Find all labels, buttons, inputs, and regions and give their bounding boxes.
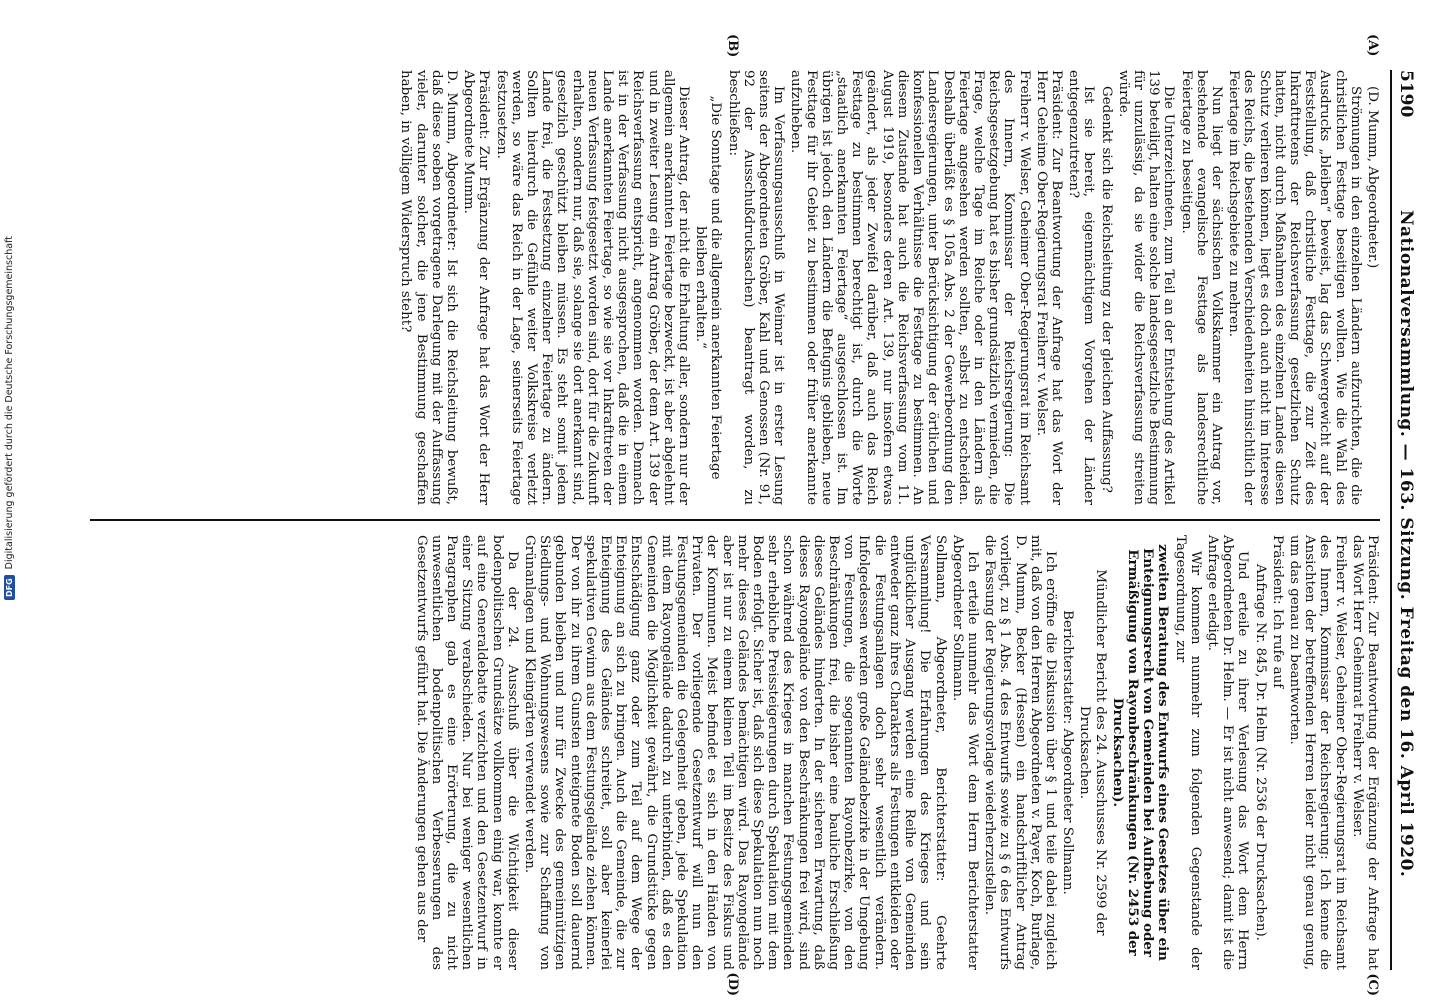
- margin-marker-a: (A): [1365, 34, 1380, 57]
- page-title: Nationalversammlung. — 163. Sitzung. Freitag den 16. April 1920.: [1396, 210, 1416, 878]
- paragraph: Ich erteile nunmehr das Wort dem Herrn Berichterstatter Abgeordneter Sollmann.: [949, 535, 980, 970]
- paragraph: Präsident: Zur Ergänzung der Anfrage hat das Wort der Herr Abgeordnete Mumm.: [461, 70, 492, 505]
- paragraph: Im Verfassungsausschuß in Weimar ist in erster Lesung seitens der Abgeordneten Gröber, Kahl und Genossen (Nr. 91, 92 der Ausschußdrucksachen) beantragt worden, zu beschließen:: [725, 70, 787, 505]
- margin-marker-d: (D): [725, 972, 740, 996]
- page-number: 5190: [1396, 70, 1416, 118]
- paragraph: Anfrage Nr. 845, Dr. Helm (Nr. 2536 der Drucksachen).: [1252, 564, 1268, 941]
- text-columns: [90, 34, 1380, 996]
- scanned-page: [54, 0, 1434, 1000]
- paragraph: Freiherr v. Welser, Geheimer Ober-Regierungsrat im Reichsamt des Innern, Kommissar der Reichsregierung: Die Reichsgesetzgebung hat es bisher grundsätzlich vermieden, die Frage, welche Tage im Reiche oder in den Ländern als Feiertage angesehen werden sollten, selbst zu entscheiden. Deshalb überläßt es § 105a Abs. 2 der Gewerbeordnung den Landesregierungen, unter Berücksichtigung der örtlichen und konfessionellen Verhältnisse die Festtage zu bestimmen. An diesem Zustande hat auch die Reichsverfassung vom 11. August 1919, besonders deren Art. 139, nur insofern etwas geändert, als jeder Zweifel darüber, daß auch das Reich Festtage zu bestimmen berechtigt ist, durch die Worte „staatlich anerkannten Feiertage“ ausgeschlossen ist. Im übrigen ist jedoch den Ländern die Befugnis geblieben, neue Festtage für ihr Gebiet zu bestimmen oder früher anerkannte aufzuheben.: [788, 70, 1032, 505]
- digitization-credit: Digitalisierung gefördert durch die Deutsche Forschungsgemeinschaft: [4, 236, 15, 570]
- paragraph: Da der 24. Ausschuß über die Wichtigkeit dieser bodenpolitischen Grundsätze vollkommen einig war, konnte er auf eine Generaldebatte verzichten und den Gesetzentwurf in einer Sitzung verabschieden. Nur bei weniger wesentlichen Paragraphen gab es eine Erörterung, die zu nicht unwesentlichen bodenpolitischen Verbesserungen des Gesetzentwurfs geführt hat. Die Änderungen gehen aus der: [413, 535, 520, 970]
- paragraph: Wir kommen nunmehr zum folgenden Gegenstande der Tagesordnung, zur: [1172, 535, 1203, 970]
- page-header: [1390, 70, 1416, 970]
- paragraph: Mündlicher Bericht des 24. Ausschusses Nr. 2599 der Drucksachen.: [1077, 569, 1108, 936]
- paragraph: Berichterstatter: Abgeordneter Sollmann.: [1060, 610, 1076, 895]
- paragraph: Strömungen in den einzelnen Ländern aufzurichten, die die christlichen Festtage beseitigen wollten. Wie die Wahl des Ausdrucks „bleiben“ beweist, lag das Schwergewicht auf der Feststellung, daß christliche Festtage, die zur Zeit des Inkrafttretens der Reichsverfassung gesetzlichen Schutz hatten, nicht durch Maßnahmen des einzelnen Landes diesen Schutz verlieren können, liegt es doch auch nicht im Interesse des Reichs, die bestehenden Verschiedenheiten hinsichtlich der Feiertage im Reichsgebiete zu mehren.: [1226, 70, 1363, 505]
- paragraph: Ich eröffne die Diskussion über § 1 und teile dabei zugleich mit, daß von den Herren Abgeordneten v. Payer, Koch, Burlage, D. Mumm, Becker (Hessen) ein handschriftlicher Antrag vorliegt, zu § 1 Abs. 4 des Entwurfs sowie zu § 6 des Entwurfs die Fassung der Regierungsvorlage wiederherzustellen.: [982, 535, 1058, 970]
- paragraph: Freiherr v. Welser, Geheimer Ober-Regierungsrat im Reichsamt des Innern, Kommissar der Reichsregierung: Ich kenne die Ansichten der betreffenden Herren leider nicht genau genug, um das genau zu beantworten.: [1286, 535, 1348, 970]
- margin-marker-c: (C): [1365, 973, 1380, 996]
- paragraph: Gedenkt sich die Reichsleitung zu der gleichen Auffassung?: [1098, 86, 1114, 493]
- paragraph: „Die Sonntage und die allgemein anerkannten Feiertage bleiben erhalten.“: [693, 95, 724, 480]
- paragraph: D. Mumm, Abgeordneter: Ist sich die Reichsleitung bewußt, daß diese soeben vorgetragene Darlegung mit der Auffassung vieler, darunter solcher, die jene Bestimmung geschaffen haben, in völligem Widerspruch steht?: [398, 70, 460, 505]
- left-column: [90, 34, 1380, 505]
- paragraph: Dieser Antrag, der nicht die Erhaltung aller, sondern nur der allgemein anerkannten Feiertage bezweckt, ist aber abgelehnt und in zweiter Lesung ein Antrag Gröber, der dem Art. 139 der Reichsverfassung entspricht, angenommen worden. Demnach ist in der Verfassung nicht ausgesprochen, daß die in einem Lande anerkannten Feiertage, so wie sie vor Inkrafttreten der neuen Verfassung festgesetzt worden sind, dort für die Zukunft erhalten, sondern nur, daß sie, solange sie dort anerkannt sind, gesetzlich geschützt bleiben müssen. Es steht somit jedem Lande frei, die Festsetzung einzelner Feiertage zu ändern. Sollten hierdurch die Gefühle weiter Volkskreise verletzt werden, so wäre das Reich in der Lage, seinerseits Feiertage festzusetzen.: [493, 70, 692, 505]
- margin-marker-b: (B): [725, 34, 740, 58]
- paragraph: Und erteile zu ihrer Verlesung das Wort dem Herrn Abgeordneten Dr. Helm. — Er ist nicht anwesend; damit ist die Anfrage erledigt.: [1204, 535, 1251, 970]
- paragraph: Die Unterzeichneten, zum Teil an der Entstehung des Artikel 139 beteiligt, halten eine solche landesgesetzliche Bestimmung für unzulässig, da sie wider die Reichsverfassung streiten würde.: [1115, 70, 1177, 505]
- paragraph: (D. Mumm, Abgeordneter.): [1365, 86, 1380, 269]
- paragraph: Präsident: Zur Beantwortung der Ergänzung der Anfrage hat das Wort Herr Geheimrat Freiherr v. Welser.: [1349, 535, 1380, 970]
- paragraph: Ist sie bereit, eigenmächtigem Vorgehen der Länder entgegenzutreten?: [1066, 70, 1097, 505]
- right-column: [90, 519, 1380, 996]
- paragraph: zweiten Beratung des Entwurfs eines Gesetzes über ein Enteignungsrecht von Gemeinden bei Aufhebung oder Ermäßigung von Rayonbeschränkungen (Nr. 2453 der Drucksachen).: [1109, 544, 1172, 961]
- digitization-footer: [4, 220, 15, 600]
- paragraph: Nun liegt der sächsischen Volkskammer ein Antrag vor, bestehende evangelische Festtage als landesrechtliche Feiertage zu beseitigen.: [1178, 70, 1224, 505]
- paragraph: Präsident: Zur Beantwortung der Anfrage hat das Wort der Herr Geheime Ober-Regierungsrat Freiherr v. Welser.: [1033, 70, 1064, 505]
- dfg-logo: DFG: [4, 575, 15, 600]
- paragraph: Sollmann, Abgeordneter, Berichterstatter: Geehrte Versammlung! Die Erfahrungen des Krieges und sein unglücklicher Ausgang werden eine Reihe von Gemeinden entweder ganz ihres Charakters als Festungen entkleiden oder die Festungsanlagen doch sehr wesentlich verändern. Infolgedessen werden große Geländebezirke in der Umgebung von Festungen, die sogenannten Rayonbezirke, von den Beschränkungen frei, die bisher eine bauliche Erschließung dieses Geländes hinderten. In der sicheren Erwartung, daß dieses Rayongelände von den Beschränkungen frei wird, sind schon während des Krieges in manchen Festungsgemeinden sehr erhebliche Preissteigerungen durch Spekulation mit dem Boden erfolgt. Sicher ist, daß sich diese Spekulation nun noch mehr dieses Geländes bemächtigen wird. Das Rayongelände aber ist nur zu einem kleinen Teil im Besitze des Fiskus und der Kommunen. Meist befindet es sich in den Händen von Privaten. Der vorliegende Gesetzentwurf will nun den Festungsgemeinden die Gelegenheit geben, jede Spekulation mit dem Rayongelände dadurch zu unterbinden, daß es den Gemeinden die Möglichkeit gewährt, die Grundstücke gegen Entschädigung ganz oder zum Teil auf dem Wege der Enteignung an sich zu bringen. Auch die Gemeinde, die zur Enteignung des Geländes schreitet, soll aber keinerlei spekulativen Gewinn aus dem Festungsgelände ziehen können. Der von ihr zu ihrem Gunsten enteignete Boden soll dauernd gebunden bleiben und nur für Zwecke des gemeinnützigen Siedlungs- und Wohnungswesens sowie zur Schaffung von Grünanlagen und Kleingärten verwendet werden.: [522, 535, 948, 970]
- paragraph: Präsident: Ich rufe auf: [1269, 535, 1285, 689]
